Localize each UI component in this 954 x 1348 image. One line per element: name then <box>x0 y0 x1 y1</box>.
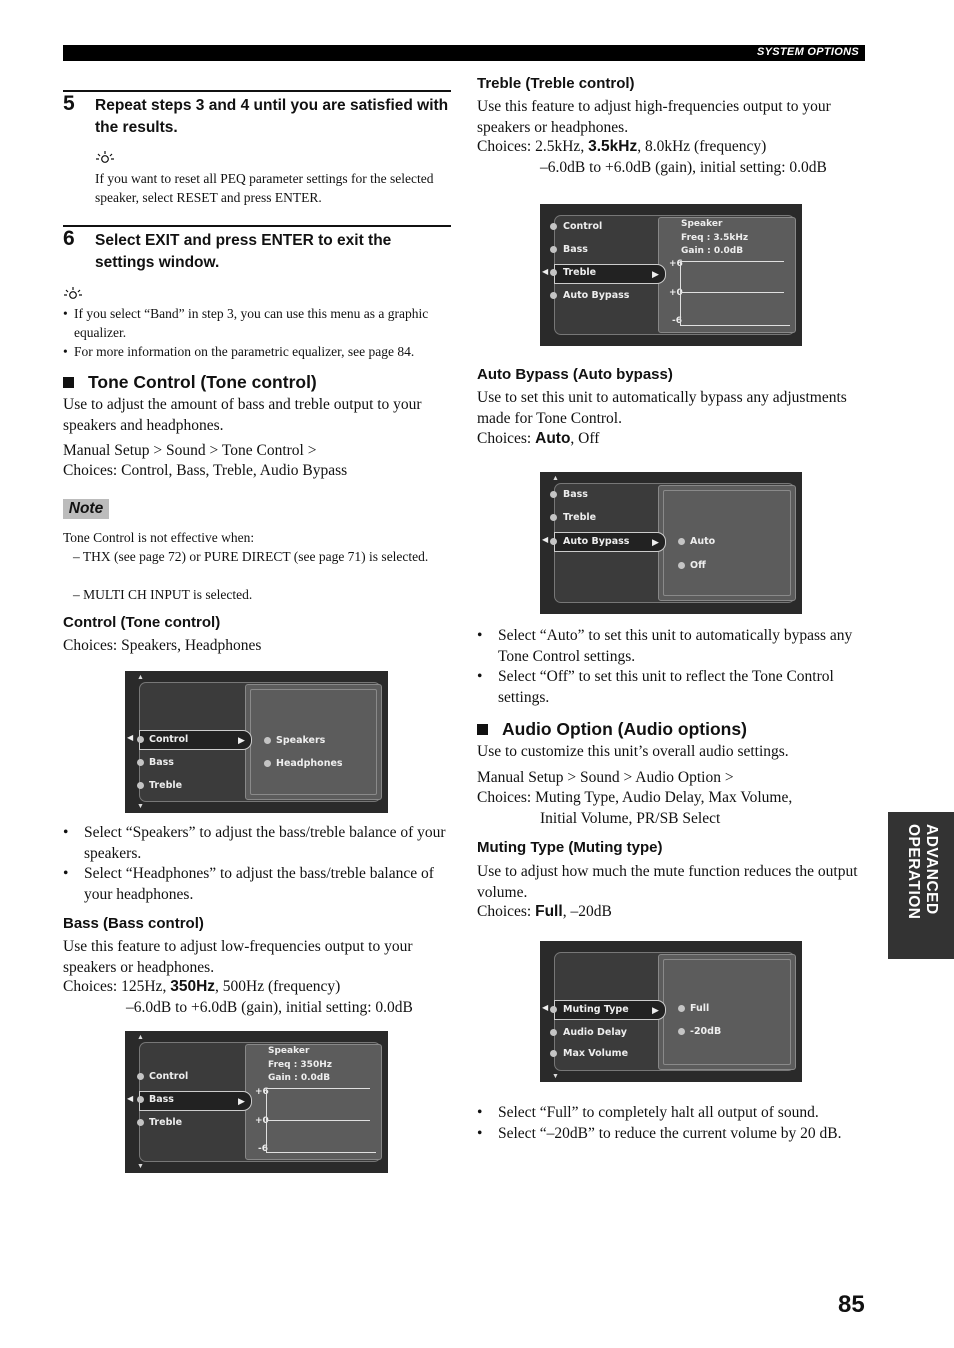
osd-scale-label: -6 <box>672 316 682 326</box>
section-header-label: SYSTEM OPTIONS <box>757 46 859 58</box>
osd-auto-bypass-screen <box>540 472 802 614</box>
step5-number: 5 <box>63 92 75 115</box>
osd-menu-item: Bass <box>137 754 174 772</box>
muting-type-desc: Use to adjust how much the mute function reduces the output volume. <box>477 863 858 901</box>
osd-scale-label: +6 <box>255 1087 269 1097</box>
osd-info-line: Speaker <box>681 219 723 229</box>
osd-menu-item: Bass <box>137 1091 174 1109</box>
right-arrow-icon: ▶ <box>238 735 245 745</box>
scroll-up-icon: ▲ <box>137 673 144 681</box>
right-arrow-icon: ▶ <box>652 537 659 547</box>
osd-menu-item: Audio Delay <box>550 1024 627 1042</box>
muting-type-choices: Choices: Full, –20dB <box>477 903 612 920</box>
osd-option: Full <box>678 1000 709 1018</box>
step5-tip: If you want to reset all PEQ parameter settings for the selected speaker, select RESET and press ENTER. <box>95 171 434 205</box>
auto-bypass-heading: Auto Bypass (Auto bypass) <box>477 366 673 383</box>
osd-menu-item: Control <box>137 731 188 749</box>
audio-option-path: Manual Setup > Sound > Audio Option > <box>477 769 734 786</box>
right-arrow-icon: ▶ <box>238 1096 245 1106</box>
left-arrow-icon: ◀ <box>542 535 549 544</box>
list-item: • Select “Headphones” to adjust the bass/treble balance of your headphones. <box>63 864 451 905</box>
left-arrow-icon: ◀ <box>542 1003 549 1012</box>
muting-type-heading: Muting Type (Muting type) <box>477 839 663 856</box>
list-item: • For more information on the parametric equalizer, see page 84. <box>63 342 453 361</box>
osd-control-screen <box>125 671 388 813</box>
auto-bypass-choices: Choices: Auto, Off <box>477 430 600 447</box>
control-heading: Control (Tone control) <box>63 614 221 631</box>
osd-menu-item: Auto Bypass <box>550 287 629 305</box>
osd-menu-item: Control <box>550 218 602 236</box>
osd-menu-item: Auto Bypass <box>550 533 629 551</box>
section-header-bar <box>63 45 865 61</box>
audio-option-desc: Use to customize this unit’s overall audio settings. <box>477 743 789 760</box>
osd-menu-item: Muting Type <box>550 1001 629 1019</box>
treble-choices: Choices: 2.5kHz, 3.5kHz, 8.0kHz (frequency) <box>477 138 767 155</box>
tip-lightbulb-icon <box>95 150 115 164</box>
muting-type-bullets <box>477 1103 877 1144</box>
note-item: – MULTI CH INPUT is selected. <box>73 587 253 602</box>
treble-desc: Use this feature to adjust high-frequencies output to your speakers or headphones. <box>477 98 831 136</box>
osd-bass-screen <box>125 1031 388 1173</box>
osd-option: Headphones <box>264 755 343 773</box>
osd-option: -20dB <box>678 1023 721 1041</box>
list-item: • If you select “Band” in step 3, you can use this menu as a graphic equalizer. <box>63 304 453 342</box>
osd-scale-label: -6 <box>258 1144 268 1154</box>
step6-title: Select EXIT and press ENTER to exit the settings window. <box>95 232 392 271</box>
scroll-up-icon: ▲ <box>552 474 559 482</box>
bass-desc: Use this feature to adjust low-frequencies output to your speakers or headphones. <box>63 938 413 976</box>
square-bullet-icon <box>63 377 74 388</box>
osd-menu-item: Treble <box>137 1114 182 1132</box>
treble-gain: –6.0dB to +6.0dB (gain), initial setting: 0.0dB <box>540 159 827 176</box>
right-arrow-icon: ▶ <box>652 1005 659 1015</box>
control-choices: Choices: Speakers, Headphones <box>63 637 262 654</box>
bass-heading: Bass (Bass control) <box>63 915 204 932</box>
osd-muting-type-screen <box>540 941 802 1082</box>
osd-menu-item: Max Volume <box>550 1045 628 1063</box>
list-item: • Select “Full” to completely halt all output of sound. <box>477 1103 877 1124</box>
square-bullet-icon <box>477 724 488 735</box>
osd-scale-label: +6 <box>669 259 683 269</box>
osd-treble-screen <box>540 204 802 346</box>
osd-info-line: Speaker <box>268 1046 310 1056</box>
osd-option: Off <box>678 557 706 575</box>
list-item: • Select “Auto” to set this unit to automatically bypass any Tone Control settings. <box>477 626 867 667</box>
chapter-side-tab-label: ADVANCED OPERATION <box>905 824 940 920</box>
treble-heading: Treble (Treble control) <box>477 75 635 92</box>
left-arrow-icon: ◀ <box>542 267 549 276</box>
right-arrow-icon: ▶ <box>652 269 659 279</box>
bass-gain: –6.0dB to +6.0dB (gain), initial setting: 0.0dB <box>126 999 413 1016</box>
auto-bypass-bullets <box>477 626 867 708</box>
scroll-down-icon: ▼ <box>137 802 144 810</box>
list-item: • Select “Speakers” to adjust the bass/treble balance of your speakers. <box>63 823 451 864</box>
scroll-down-icon: ▼ <box>552 1072 559 1080</box>
audio-option-choices-cont: Initial Volume, PR/SB Select <box>540 810 721 827</box>
osd-menu-item: Treble <box>550 264 596 282</box>
osd-menu-item: Treble <box>137 777 182 795</box>
audio-option-heading: Audio Option (Audio options) <box>477 719 747 740</box>
scroll-down-icon: ▼ <box>137 1162 144 1170</box>
list-item: • Select “Off” to set this unit to reflect the Tone Control settings. <box>477 667 867 708</box>
osd-menu-item: Bass <box>550 241 588 259</box>
osd-info-line: Gain : 0.0dB <box>681 246 744 256</box>
osd-menu-item: Treble <box>550 509 596 527</box>
chapter-side-tab <box>888 812 954 959</box>
audio-option-choices: Choices: Muting Type, Audio Delay, Max Volume, <box>477 789 793 806</box>
control-bullets <box>63 823 451 905</box>
tone-control-heading: Tone Control (Tone control) <box>63 372 317 393</box>
osd-info-line: Gain : 0.0dB <box>268 1073 331 1083</box>
osd-option: Auto <box>678 533 715 551</box>
note-label: Note <box>63 499 109 519</box>
osd-info-line: Freq : 350Hz <box>268 1059 332 1070</box>
tone-control-path: Manual Setup > Sound > Tone Control > <box>63 442 317 459</box>
left-arrow-icon: ◀ <box>127 1094 134 1103</box>
step6-rule <box>63 225 451 227</box>
left-arrow-icon: ◀ <box>127 733 134 742</box>
osd-menu-item: Bass <box>550 486 588 504</box>
step6-tips <box>63 304 453 361</box>
list-item: • Select “–20dB” to reduce the current volume by 20 dB. <box>477 1124 877 1145</box>
note-item: – THX (see page 72) or PURE DIRECT (see page 71) is selected. <box>73 549 429 564</box>
auto-bypass-desc: Use to set this unit to automatically bypass any adjustments made for Tone Control. <box>477 389 847 427</box>
note-intro: Tone Control is not effective when: <box>63 530 255 545</box>
tone-control-choices: Choices: Control, Bass, Treble, Audio Bypass <box>63 462 348 479</box>
osd-scale-label: +0 <box>669 288 683 298</box>
tone-control-desc: Use to adjust the amount of bass and treble output to your speakers and headphones. <box>63 396 422 434</box>
scroll-up-icon: ▲ <box>137 1033 144 1041</box>
osd-info-line: Freq : 3.5kHz <box>681 232 749 243</box>
bass-choices: Choices: 125Hz, 350Hz, 500Hz (frequency) <box>63 978 341 995</box>
osd-option: Speakers <box>264 732 325 750</box>
tip-lightbulb-icon <box>63 286 83 300</box>
osd-menu-item: Control <box>137 1068 188 1086</box>
step6-number: 6 <box>63 227 75 250</box>
page-number: 85 <box>838 1291 865 1318</box>
osd-scale-label: +0 <box>255 1116 269 1126</box>
step5-rule <box>63 90 451 92</box>
step5-title: Repeat steps 3 and 4 until you are satisfied with the results. <box>95 97 449 136</box>
